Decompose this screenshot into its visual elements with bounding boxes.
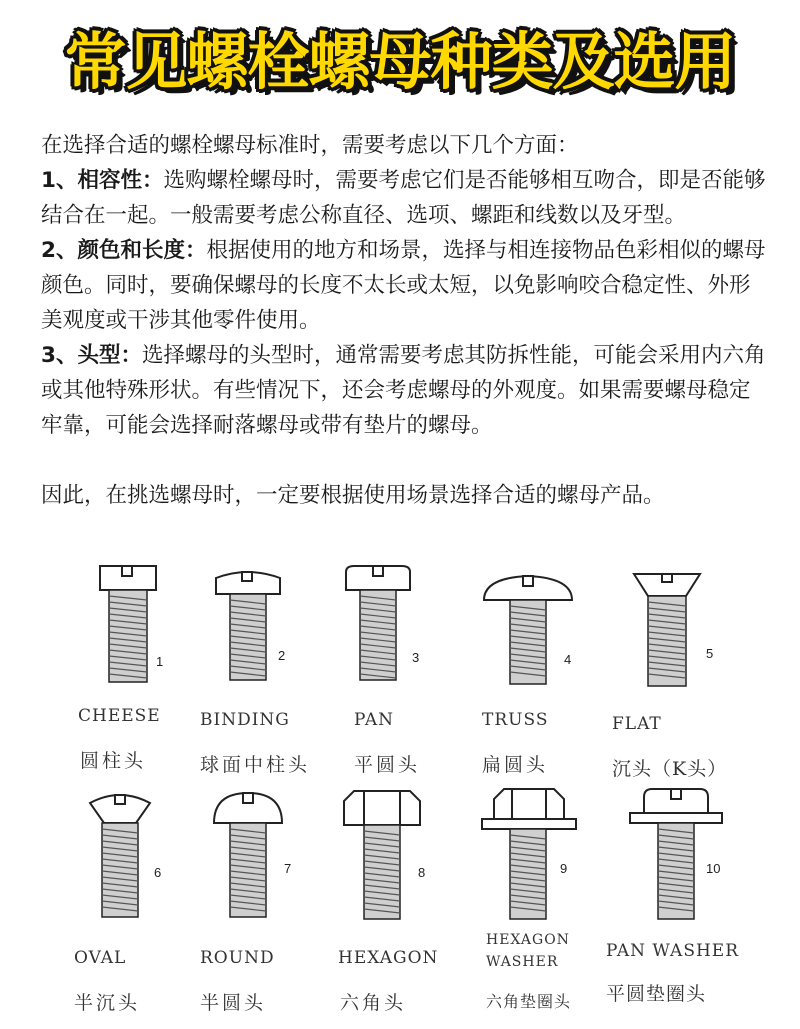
screw-pan-washer: [606, 783, 760, 1018]
point-2-text: 根据使用的地方和场景，选择与相连接物品色彩相似的螺母颜色。同时，要确保螺母的长度不太长或太短，以免影响咬合稳定性、外形美观度或干涉其他零件使用。: [41, 238, 766, 333]
screw-en-label: BINDING: [200, 710, 290, 730]
point-1-label: 1、相容性：: [41, 168, 164, 193]
screw-en-label: HEXAGON WASHER: [486, 932, 570, 970]
hexagon-washer-head-icon: [480, 783, 620, 943]
screw-number: 7: [284, 861, 292, 876]
screw-number: 9: [560, 861, 568, 876]
point-2: [41, 233, 766, 338]
screw-cn-label: 平圆垫圈头: [606, 983, 707, 1005]
screw-cn-label: 半圆头: [200, 992, 267, 1014]
screw-en-label: OVAL: [74, 948, 127, 968]
round-head-icon: [200, 783, 340, 943]
screw-pan: [340, 548, 480, 783]
screw-head-diagram: [60, 548, 760, 1018]
page-title: 常见螺栓螺母种类及选用: [64, 25, 736, 98]
screw-oval: [60, 783, 200, 1018]
screw-cn-label: 扁圆头: [482, 754, 549, 776]
screw-number: 1: [156, 654, 164, 669]
screw-en-label: HEXAGON: [338, 948, 439, 968]
binding-head-icon: [200, 548, 340, 708]
screw-cn-label: 六角头: [340, 992, 407, 1014]
intro-text: 在选择合适的螺栓螺母标准时，需要考虑以下几个方面：: [41, 133, 579, 158]
screw-number: 5: [706, 646, 714, 661]
screw-number: 6: [154, 865, 162, 880]
screw-cn-label: 平圆头: [354, 754, 421, 776]
point-3: [41, 338, 766, 443]
truss-head-icon: [480, 548, 620, 708]
screw-en-label: CHEESE: [78, 706, 161, 726]
hexagon-head-icon: [340, 783, 480, 943]
screw-en-label: PAN: [354, 710, 395, 730]
screw-en-label: TRUSS: [482, 710, 549, 730]
article-body: [41, 128, 766, 513]
screw-en-label: PAN WASHER: [606, 941, 740, 961]
screw-number: 3: [412, 650, 420, 665]
screw-en-label: FLAT: [612, 714, 662, 734]
point-3-label: 3、头型：: [41, 343, 142, 368]
screw-round: [200, 783, 340, 1018]
screw-number: 10: [706, 861, 721, 876]
screw-cn-label: 六角垫圈头: [486, 992, 572, 1011]
screw-number: 4: [564, 652, 572, 667]
screw-cn-label: 球面中柱头: [200, 754, 311, 776]
flat-head-icon: [620, 548, 760, 708]
pan-head-icon: [340, 548, 480, 708]
screw-cn-label: 圆柱头: [80, 750, 147, 772]
screw-cheese: [60, 548, 200, 783]
point-2-label: 2、颜色和长度：: [41, 238, 207, 263]
screw-cn-label: 沉头（K头）: [612, 758, 728, 780]
screw-number: 8: [418, 865, 426, 880]
point-1-text: 选购螺栓螺母时，需要考虑它们是否能够相互吻合，即是否能够结合在一起。一般需要考虑公称直径、选项、螺距和线数以及牙型。: [41, 168, 766, 228]
screw-hexagon: [340, 783, 480, 1018]
screw-hexagon-washer: [480, 783, 620, 1018]
screw-binding: [200, 548, 340, 783]
point-1: [41, 163, 766, 233]
point-3-text: 选择螺母的头型时，通常需要考虑其防拆性能，可能会采用内六角或其他特殊形状。有些情况下，还会考虑螺母的外观度。如果需要螺母稳定牢靠，可能会选择耐落螺母或带有垫片的螺母。: [41, 343, 766, 438]
screw-flat: [612, 548, 760, 783]
screw-number: 2: [278, 648, 286, 663]
conclusion-text: 因此，在挑选螺母时，一定要根据使用场景选择合适的螺母产品。: [41, 483, 665, 508]
screw-en-label: ROUND: [200, 948, 275, 968]
screw-truss: [480, 548, 620, 783]
cheese-head-icon: [60, 548, 200, 708]
screw-cn-label: 半沉头: [74, 992, 141, 1014]
oval-head-icon: [60, 783, 200, 943]
pan-washer-head-icon: [620, 783, 760, 943]
title-banner: [0, 22, 800, 102]
